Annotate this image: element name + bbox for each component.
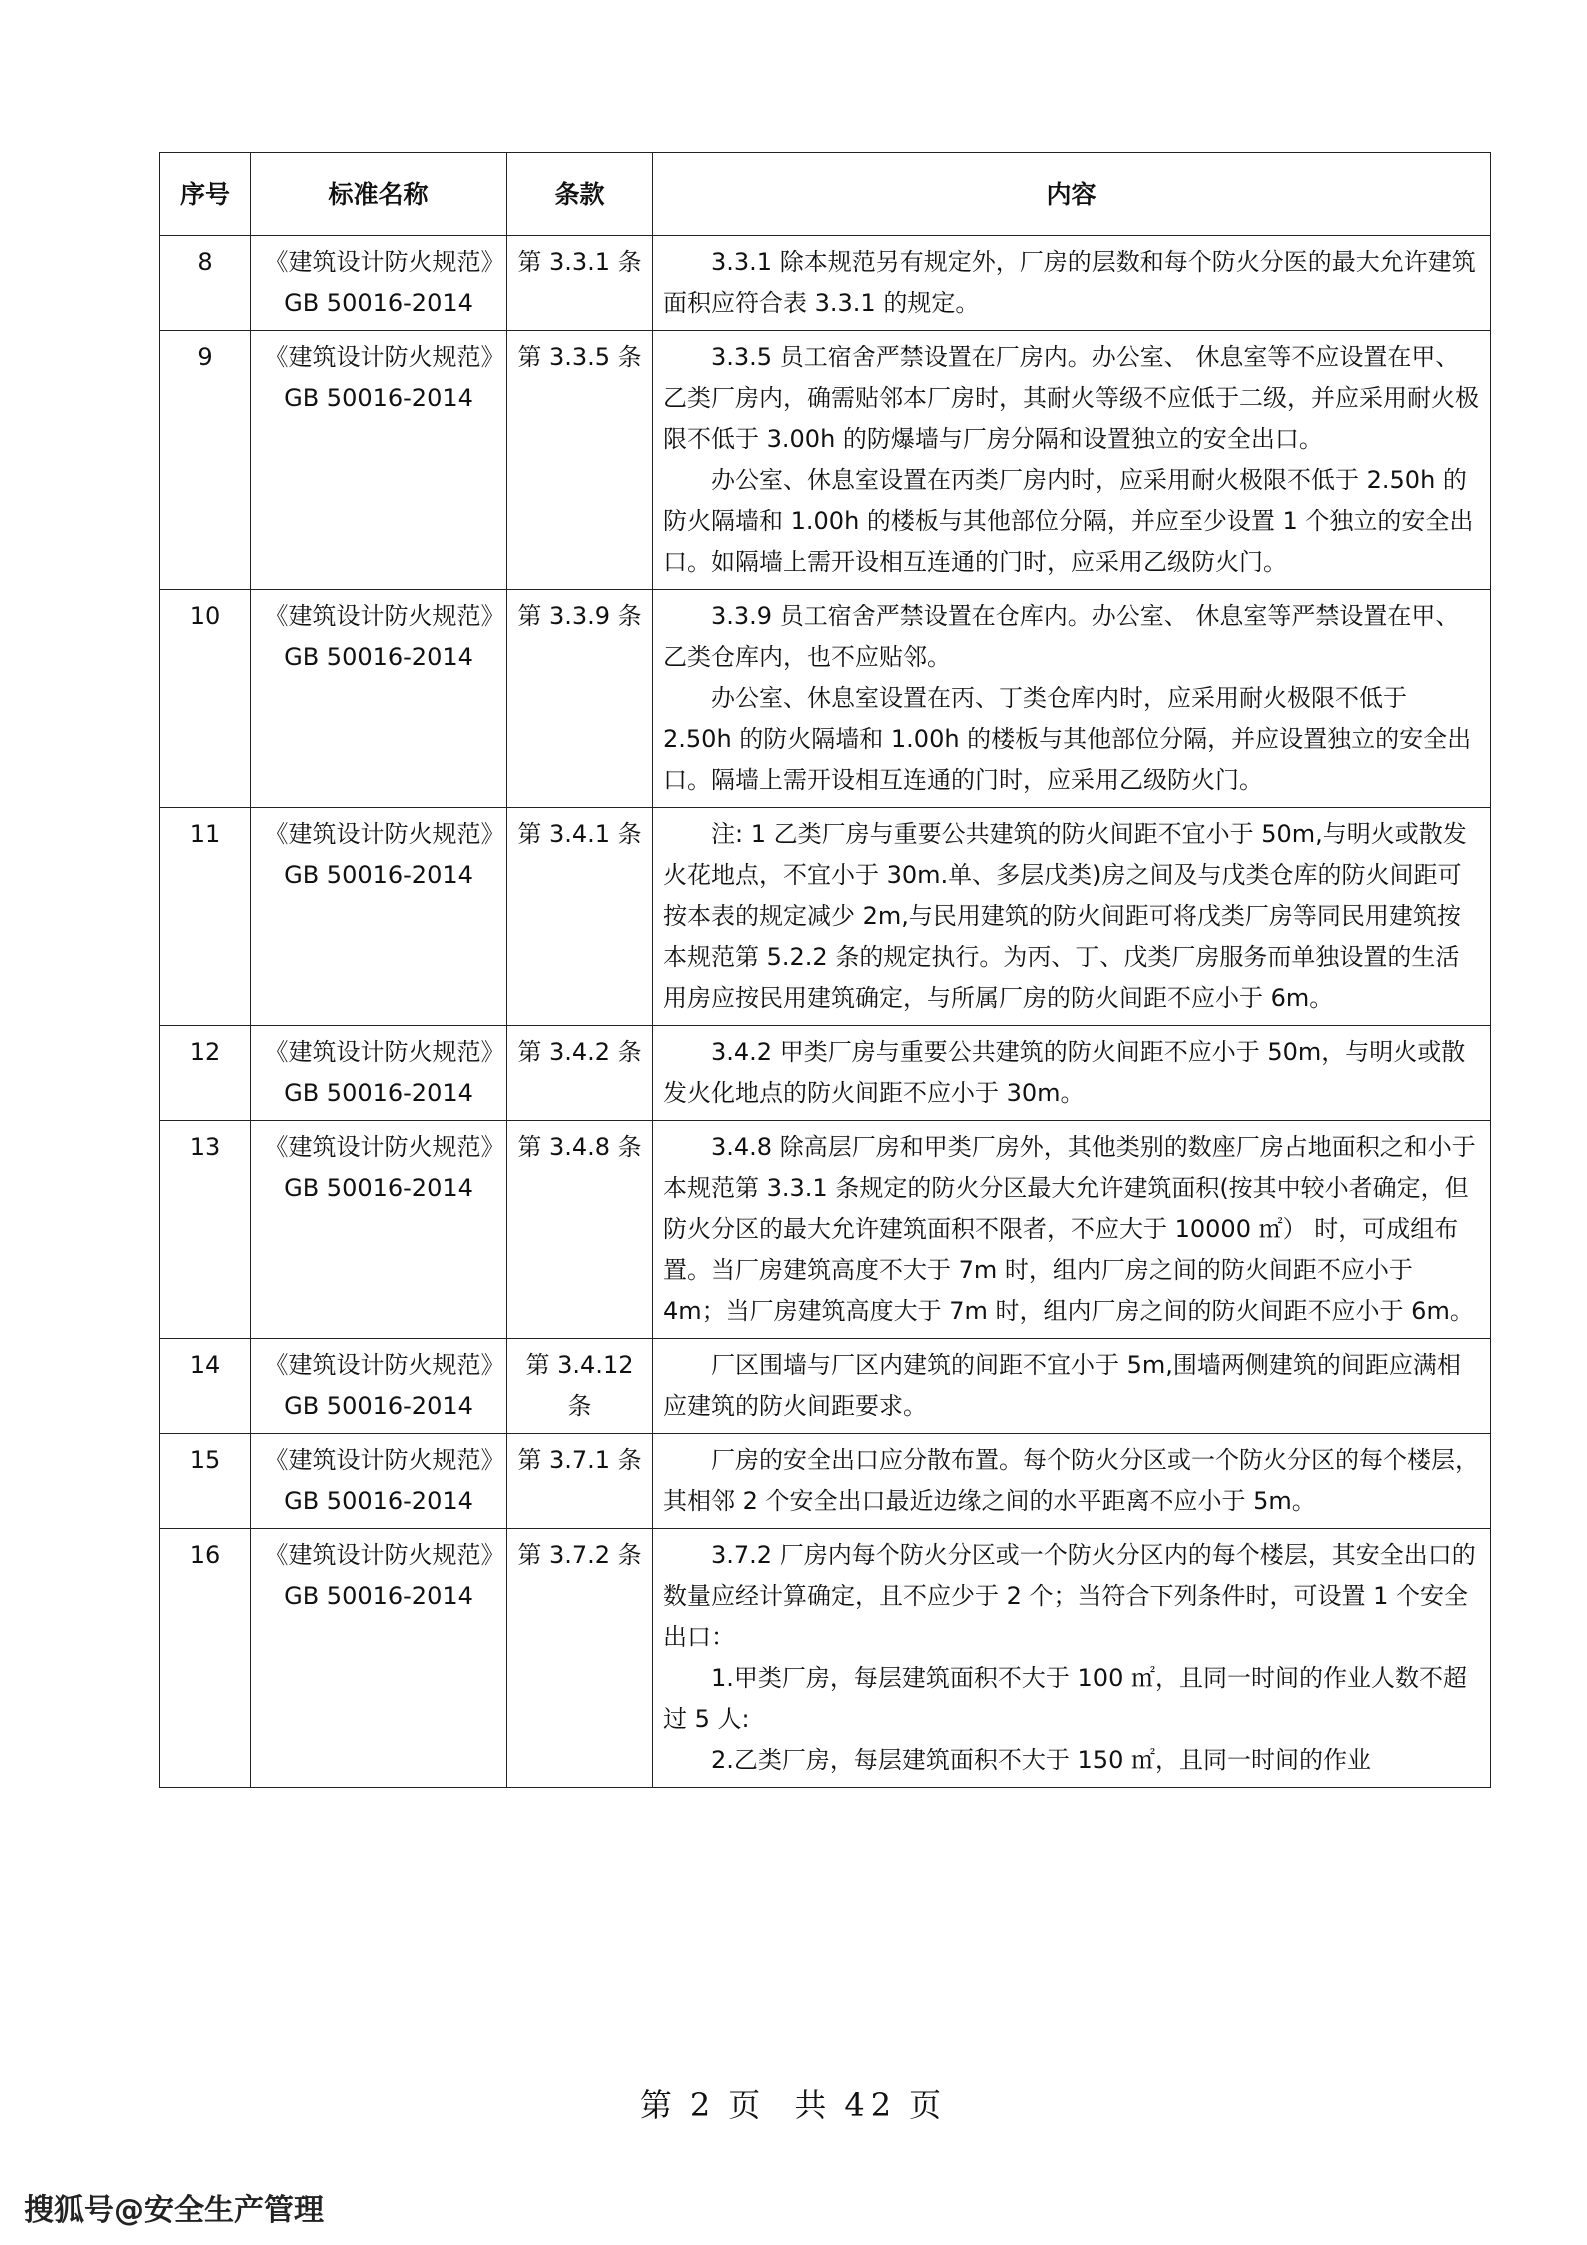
header-standard: 标准名称 (251, 153, 507, 236)
row-clause: 第 3.3.1 条 (507, 236, 653, 331)
content-paragraph: 3.3.9 员工宿舍严禁设置在仓库内。办公室、 休息室等严禁设置在甲、乙类仓库内，也不应贴邻。 (663, 602, 1460, 671)
row-standard-name: 《建筑设计防火规范》GB 50016-2014 (251, 1026, 507, 1121)
content-paragraph: 注: 1 乙类厂房与重要公共建筑的防火间距不宜小于 50m,与明火或散发火花地点，不宜小于 30m.单、多层戊类)房之间及与戊类仓库的防火间距可按本表的规定减少 2m,与民用建筑的防火间距可将戊类厂房等同民用建筑按本规范第 5.2.2 条的规定执行。为丙、丁、戊类厂房服务而单独设置的生活用房应按民用建筑确定，与所属厂房的防火间距不应小于 6m。 (663, 820, 1467, 1012)
row-content (653, 1121, 1491, 1339)
footer-page-unit: 页 (728, 2086, 767, 2124)
content-paragraph: 厂区围墙与厂区内建筑的间距不宜小于 5m,围墙两侧建筑的间距应满相应建筑的防火间距要求。 (663, 1351, 1461, 1420)
row-serial: 14 (160, 1339, 251, 1434)
row-content (653, 236, 1491, 331)
row-clause: 第 3.4.8 条 (507, 1121, 653, 1339)
row-clause: 第 3.3.9 条 (507, 590, 653, 808)
table-row (160, 808, 1491, 1026)
footer-total-number: 42 (844, 2086, 898, 2124)
footer-page-label: 第 (639, 2086, 678, 2124)
source-attribution: 搜狐号@安全生产管理 (24, 2193, 324, 2228)
content-paragraph: 2.乙类厂房，每层建筑面积不大于 150 ㎡，且同一时间的作业 (711, 1746, 1371, 1774)
row-serial: 15 (160, 1434, 251, 1529)
footer-total-unit: 页 (909, 2086, 948, 2124)
row-content (653, 590, 1491, 808)
table-row (160, 590, 1491, 808)
row-serial: 13 (160, 1121, 251, 1339)
row-standard-name: 《建筑设计防火规范》GB 50016-2014 (251, 590, 507, 808)
row-serial: 9 (160, 331, 251, 590)
row-content (653, 808, 1491, 1026)
row-serial: 12 (160, 1026, 251, 1121)
row-standard-name: 《建筑设计防火规范》GB 50016-2014 (251, 331, 507, 590)
row-serial: 8 (160, 236, 251, 331)
content-paragraph: 厂房的安全出口应分散布置。每个防火分区或一个防火分区的每个楼层，其相邻 2 个安全出口最近边缘之间的水平距离不应小于 5m。 (663, 1446, 1479, 1515)
row-standard-name: 《建筑设计防火规范》GB 50016-2014 (251, 1339, 507, 1434)
header-content: 内容 (653, 153, 1491, 236)
row-content (653, 1339, 1491, 1434)
table-row (160, 1529, 1491, 1788)
content-paragraph: 3.4.2 甲类厂房与重要公共建筑的防火间距不应小于 50m，与明火或散发火化地点的防火间距不应小于 30m。 (663, 1038, 1466, 1107)
header-serial: 序号 (160, 153, 251, 236)
row-clause: 第 3.4.1 条 (507, 808, 653, 1026)
table-row (160, 1026, 1491, 1121)
row-serial: 16 (160, 1529, 251, 1788)
footer-page-number: 2 (689, 2086, 717, 2124)
row-content (653, 1434, 1491, 1529)
row-clause: 第 3.7.1 条 (507, 1434, 653, 1529)
header-clause: 条款 (507, 153, 653, 236)
row-content (653, 1529, 1491, 1788)
table-row (160, 236, 1491, 331)
row-standard-name: 《建筑设计防火规范》GB 50016-2014 (251, 808, 507, 1026)
content-paragraph: 3.3.1 除本规范另有规定外，厂房的层数和每个防火分医的最大允许建筑面积应符合表 3.3.1 的规定。 (663, 248, 1476, 317)
row-standard-name: 《建筑设计防火规范》GB 50016-2014 (251, 1529, 507, 1788)
standards-table (159, 152, 1491, 1788)
row-clause: 第 3.4.2 条 (507, 1026, 653, 1121)
row-content (653, 1026, 1491, 1121)
footer-total-label: 共 (794, 2086, 833, 2124)
row-standard-name: 《建筑设计防火规范》GB 50016-2014 (251, 1121, 507, 1339)
table-row (160, 1434, 1491, 1529)
content-paragraph: 3.4.8 除高层厂房和甲类厂房外，其他类别的数座厂房占地面积之和小于本规范第 3.3.1 条规定的防火分区最大允许建筑面积(按其中较小者确定，但防火分区的最大允许建筑面积不限者，不应大于 10000 ㎡） 时，可成组布置。当厂房建筑高度不大于 7m 时，组内厂房之间的防火间距不应小于 4m；当厂房建筑高度大于 7m 时，组内厂房之间的防火间距不应小于 6m。 (663, 1133, 1476, 1325)
table-row (160, 331, 1491, 590)
content-paragraph: 办公室、休息室设置在丙、丁类仓库内时，应采用耐火极限不低于 2.50h 的防火隔墙和 1.00h 的楼板与其他部位分隔，并应设置独立的安全出口。隔墙上需开设相互连通的门时，应采用乙级防火门。 (663, 684, 1472, 794)
row-serial: 10 (160, 590, 251, 808)
row-serial: 11 (160, 808, 251, 1026)
table-header-row (160, 153, 1491, 236)
row-content (653, 331, 1491, 590)
table-row (160, 1121, 1491, 1339)
row-clause: 第 3.4.12 条 (507, 1339, 653, 1434)
row-clause: 第 3.7.2 条 (507, 1529, 653, 1788)
content-paragraph: 3.3.5 员工宿舍严禁设置在厂房内。办公室、 休息室等不应设置在甲、乙类厂房内，确需贴邻本厂房时，其耐火等级不应低于二级，并应采用耐火极限不低于 3.00h 的防爆墙与厂房分隔和设置独立的安全出口。 (663, 343, 1479, 453)
content-paragraph: 3.7.2 厂房内每个防火分区或一个防火分区内的每个楼层，其安全出口的数量应经计算确定，且不应少于 2 个；当符合下列条件时，可设置 1 个安全出口： (663, 1541, 1476, 1651)
table-row (160, 1339, 1491, 1434)
content-paragraph: 1.甲类厂房，每层建筑面积不大于 100 ㎡，且同一时间的作业人数不超过 5 人: (663, 1664, 1467, 1733)
content-paragraph: 办公室、休息室设置在丙类厂房内时，应采用耐火极限不低于 2.50h 的防火隔墙和 1.00h 的楼板与其他部位分隔，并应至少设置 1 个独立的安全出口。如隔墙上需开设相互连通的门时，应采用乙级防火门。 (663, 466, 1474, 576)
row-clause: 第 3.3.5 条 (507, 331, 653, 590)
row-standard-name: 《建筑设计防火规范》GB 50016-2014 (251, 1434, 507, 1529)
page-footer (0, 2080, 1587, 2126)
row-standard-name: 《建筑设计防火规范》GB 50016-2014 (251, 236, 507, 331)
